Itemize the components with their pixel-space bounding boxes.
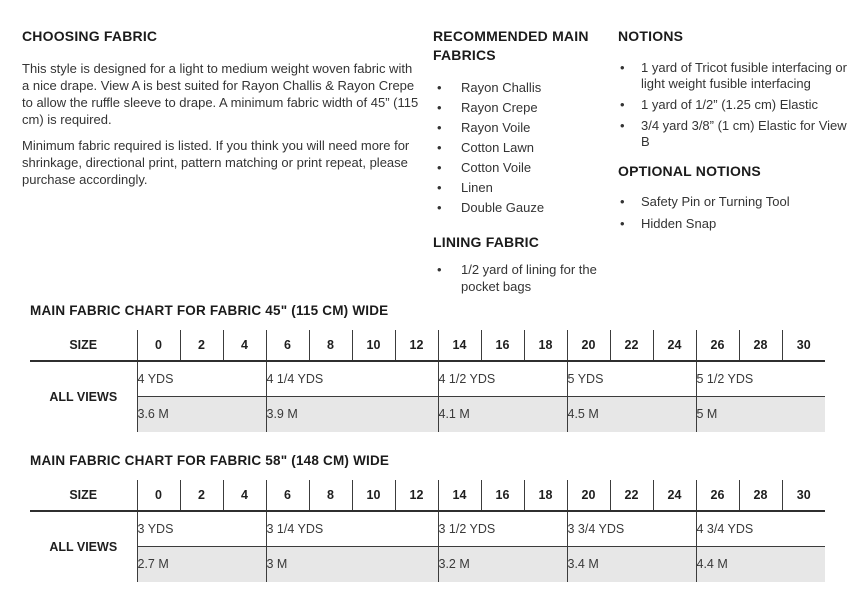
size-column-header: 22	[610, 330, 653, 361]
yardage-value-cell: 3 YDS	[137, 511, 266, 546]
list-item	[433, 199, 619, 216]
list-item-text: 1 yard of 1/2” (1.25 cm) Elastic	[641, 97, 819, 112]
fabric-chart-45-section	[30, 303, 825, 432]
list-item-text: 1 yard of Tricot fusible interfacing or light weight fusible interfacing	[641, 60, 847, 91]
list-item-text: Rayon Challis	[461, 80, 542, 95]
fabrics-column	[433, 27, 619, 298]
choosing-fabric-paragraph-2: Minimum fabric required is listed. If you think you will need more for shrinkage, directional print, pattern matching or print repeat, please purchase accordingly.	[22, 138, 410, 187]
list-item	[433, 79, 619, 96]
list-item	[618, 215, 847, 232]
meters-value-cell: 3.6 M	[137, 396, 266, 432]
yardage-value-cell: 4 1/2 YDS	[438, 361, 567, 396]
size-column-header: 20	[567, 330, 610, 361]
meters-value-cell: 4.5 M	[567, 396, 696, 432]
size-column-header: 16	[481, 330, 524, 361]
list-item	[618, 60, 847, 92]
bullet-icon: •	[620, 60, 625, 75]
list-item	[433, 179, 619, 196]
size-column-header: 0	[137, 480, 180, 511]
bullet-icon: •	[437, 80, 442, 95]
size-column-header: 14	[438, 330, 481, 361]
list-item	[433, 99, 619, 116]
bullet-icon: •	[620, 216, 625, 231]
size-column-header: 30	[782, 330, 825, 361]
yardage-row	[30, 511, 825, 546]
size-label-cell: SIZE	[30, 330, 137, 361]
size-column-header: 26	[696, 330, 739, 361]
yardage-value-cell: 4 1/4 YDS	[266, 361, 438, 396]
size-label-cell: SIZE	[30, 480, 137, 511]
size-column-header: 8	[309, 480, 352, 511]
size-column-header: 10	[352, 330, 395, 361]
choosing-fabric-section	[22, 27, 422, 197]
size-column-header: 4	[223, 480, 266, 511]
bullet-icon: •	[620, 118, 625, 133]
list-item	[618, 193, 847, 210]
lining-fabric-list	[433, 261, 619, 295]
meters-value-cell: 3.4 M	[567, 546, 696, 582]
list-item	[618, 118, 847, 150]
choosing-fabric-paragraph-1: This style is designed for a light to medium weight woven fabric with a nice drape. View A is best suited for Rayon Challis & Rayon Crepe to allow the ruffle sleeve to drape. A minimum fabric width of 45” (115 cm) is required.	[22, 61, 419, 127]
list-item	[433, 261, 619, 295]
list-item-text: 3/4 yard 3/8” (1 cm) Elastic for View B	[641, 118, 847, 149]
fabric-chart-58-table	[30, 480, 825, 582]
size-column-header: 18	[524, 480, 567, 511]
size-column-header: 18	[524, 330, 567, 361]
size-column-header: 16	[481, 480, 524, 511]
size-column-header: 30	[782, 480, 825, 511]
meters-row	[30, 396, 825, 432]
bullet-icon: •	[437, 180, 442, 195]
meters-value-cell: 3.9 M	[266, 396, 438, 432]
list-item-text: Safety Pin or Turning Tool	[641, 194, 790, 209]
meters-value-cell: 3 M	[266, 546, 438, 582]
size-header-row	[30, 330, 825, 361]
fabric-chart-45-title: MAIN FABRIC CHART FOR FABRIC 45" (115 CM) WIDE	[30, 303, 389, 318]
size-column-header: 14	[438, 480, 481, 511]
notions-column	[618, 27, 847, 237]
size-column-header: 20	[567, 480, 610, 511]
bullet-icon: •	[437, 100, 442, 115]
list-item-text: Cotton Lawn	[461, 140, 534, 155]
size-column-header: 4	[223, 330, 266, 361]
size-column-header: 10	[352, 480, 395, 511]
meters-value-cell: 5 M	[696, 396, 825, 432]
notions-list	[618, 60, 847, 150]
yardage-value-cell: 5 1/2 YDS	[696, 361, 825, 396]
bullet-icon: •	[437, 160, 442, 175]
list-item-text: Double Gauze	[461, 200, 545, 215]
list-item-text: Rayon Crepe	[461, 100, 538, 115]
bullet-icon: •	[437, 120, 442, 135]
size-column-header: 26	[696, 480, 739, 511]
yardage-value-cell: 3 1/2 YDS	[438, 511, 567, 546]
yardage-value-cell: 4 YDS	[137, 361, 266, 396]
size-column-header: 0	[137, 330, 180, 361]
size-column-header: 22	[610, 480, 653, 511]
bullet-icon: •	[437, 262, 442, 277]
size-column-header: 12	[395, 330, 438, 361]
recommended-main-fabrics-heading: RECOMMENDED MAIN FABRICS	[433, 28, 589, 63]
list-item	[433, 139, 619, 156]
list-item	[433, 159, 619, 176]
fabric-chart-45-table	[30, 330, 825, 432]
list-item-text: Hidden Snap	[641, 216, 717, 231]
list-item-text: Cotton Voile	[461, 160, 532, 175]
recommended-fabrics-list	[433, 79, 619, 216]
size-column-header: 2	[180, 480, 223, 511]
meters-value-cell: 4.1 M	[438, 396, 567, 432]
size-header-row	[30, 480, 825, 511]
fabric-chart-58-section	[30, 453, 825, 582]
meters-value-cell: 3.2 M	[438, 546, 567, 582]
optional-notions-list	[618, 193, 847, 232]
meters-value-cell: 4.4 M	[696, 546, 825, 582]
list-item	[618, 97, 847, 113]
size-column-header: 28	[739, 330, 782, 361]
bullet-icon: •	[620, 97, 625, 112]
bullet-icon: •	[620, 194, 625, 209]
bullet-icon: •	[437, 200, 442, 215]
choosing-fabric-heading: CHOOSING FABRIC	[22, 28, 158, 44]
size-column-header: 6	[266, 330, 309, 361]
lining-fabric-heading: LINING FABRIC	[433, 234, 540, 250]
list-item-text: 1/2 yard of lining for the pocket bags	[461, 262, 597, 294]
list-item	[433, 119, 619, 136]
meters-value-cell: 2.7 M	[137, 546, 266, 582]
size-column-header: 24	[653, 330, 696, 361]
size-column-header: 28	[739, 480, 782, 511]
yardage-value-cell: 3 3/4 YDS	[567, 511, 696, 546]
list-item-text: Rayon Voile	[461, 120, 531, 135]
size-column-header: 2	[180, 330, 223, 361]
size-column-header: 6	[266, 480, 309, 511]
size-column-header: 8	[309, 330, 352, 361]
bullet-icon: •	[437, 140, 442, 155]
size-column-header: 24	[653, 480, 696, 511]
yardage-value-cell: 3 1/4 YDS	[266, 511, 438, 546]
all-views-label-cell: ALL VIEWS	[49, 390, 118, 404]
notions-heading: NOTIONS	[618, 28, 684, 44]
all-views-label-cell: ALL VIEWS	[49, 540, 118, 554]
list-item-text: Linen	[461, 180, 493, 195]
fabric-chart-58-title: MAIN FABRIC CHART FOR FABRIC 58" (148 CM) WIDE	[30, 453, 390, 468]
meters-row	[30, 546, 825, 582]
optional-notions-heading: OPTIONAL NOTIONS	[618, 163, 761, 179]
size-column-header: 12	[395, 480, 438, 511]
yardage-value-cell: 5 YDS	[567, 361, 696, 396]
yardage-row	[30, 361, 825, 396]
yardage-value-cell: 4 3/4 YDS	[696, 511, 825, 546]
